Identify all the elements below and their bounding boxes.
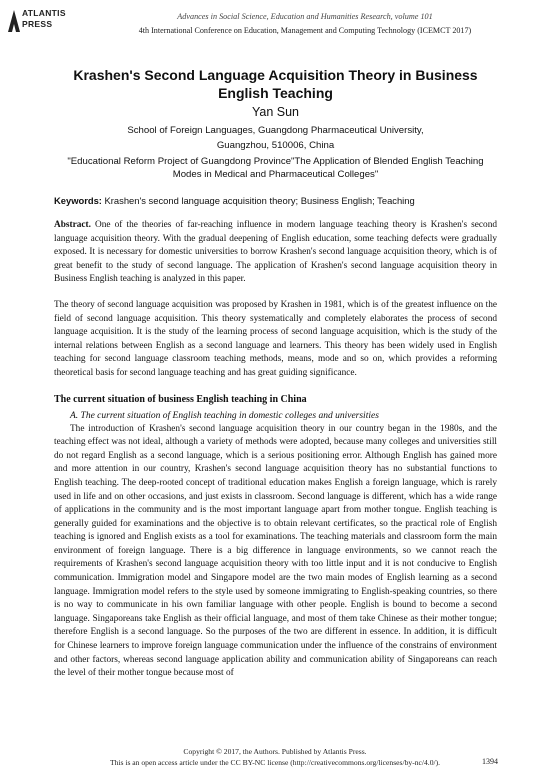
project-note: "Educational Reform Project of Guangdong Province"The Application of Blended English Teaching Modes in Medical and Pharmaceutical Colleges" xyxy=(67,156,484,180)
publisher-logo xyxy=(4,8,66,38)
introduction-paragraph: The theory of second language acquisition was proposed by Krashen in 1981, which is of the greatest influence on the field of second language acquisition. This theory systematically and completely elaborates the process of second language acquisition. It is the study of the learning process of second language acquisition, which is the study of the internal relations between English as a second language and learners. This theory has been widely used in English teaching for second language classroom teaching methods, means, mode and so on, which provides a reforming theoretical basis for second language teaching and has great guiding significance. xyxy=(54,299,497,378)
affiliation-line-1: School of Foreign Languages, Guangdong Pharmaceutical University, xyxy=(127,125,424,136)
paper-body xyxy=(54,66,497,681)
body-paragraph: The introduction of Krashen's second language acquisition theory in our country began in the 1980s, and the teaching effect was not ideal, although a variety of methods were adopted, because many colleges and universities still do not regard English as a second language, which is a serious positioning error. Although English has gained more and more attention in our country, Krashen's second language acquisition theory has no substantial functions to English teaching. The deep-rooted concept of traditional education makes English a foreign language, which is rarely used in life and on other occasions, and just exists in classroom. Second language is different, which has a wide range of applications in the community and is the most important language apart from mother tongue. English teaching is generally guided for examinations and the objective is to obtain relevant certificates, so the practical role of English teaching is ignored and English exists as a tool for examinations. The teaching materials and classroom form the main environment of foreign language. There is a big difference in language environments, so we cannot reach the requirements of Krashen's second language acquisition theory with too little input and it is not conducive to English communication. Immigration model and Singapore model are the two main modes of English learning as a second language. Immigration model refers to the style used by someone immigrating to English-speaking countries, so there is no way to communicate in his own familiar language with other people. English is bound to become a second language. Singaporeans take English as their official language, and most of them take Chinese as their mother tongue; therefore English is a second language. So the purposes of the two are different in essence. In addition, it is difficult for Chinese learners to improve foreign language communication under the influence of the constrains of environment and other factors, whereas second language application ability and communication ability of Singaporeans can reach the level of their mother tongue because most of xyxy=(54,423,497,679)
running-head: Advances in Social Science, Education and Humanities Research, volume 101 xyxy=(177,12,433,21)
subsection-heading: A. The current situation of English teaching in domestic colleges and universities xyxy=(70,410,379,421)
author-name: Yan Sun xyxy=(251,105,300,119)
keywords-text: Krashen's second language acquisition theory; Business English; Teaching xyxy=(104,195,415,206)
page-number: 1394 xyxy=(482,757,498,766)
abstract-label: Abstract. xyxy=(54,220,91,230)
footer xyxy=(0,746,550,768)
abstract xyxy=(54,219,497,287)
license-line: This is an open access article under the CC BY-NC license (http://creativecommons.org/licenses/by-nc/4.0/). xyxy=(109,758,441,767)
publisher-name-line2: PRESS xyxy=(22,19,53,29)
keywords-label: Keywords: xyxy=(54,195,102,206)
abstract-text: One of the theories of far-reaching influence in modern language teaching theory is Krashen's second language acquisition theory. With the gradual deepening of English education, some teaching defects were gradually exposed. It is necessary for domestic universities to borrow Krashen's second language acquisition theory, which is of great benefit to the study of second language. The application of Krashen's second language acquisition theory in Business English teaching is analyzed in this paper. xyxy=(54,220,497,285)
keywords xyxy=(54,194,497,207)
atlantis-logo-icon xyxy=(8,10,20,32)
copyright-line: Copyright © 2017, the Authors. Published by Atlantis Press. xyxy=(183,747,367,756)
conference-line: 4th International Conference on Education, Management and Computing Technology (ICEMCT 2017) xyxy=(138,26,472,35)
section-heading: The current situation of business English teaching in China xyxy=(54,393,307,405)
paper-title: Krashen's Second Language Acquisition Theory in Business English Teaching xyxy=(73,67,478,101)
affiliation-line-2: Guangzhou, 510006, China xyxy=(216,140,335,151)
publisher-name-line1: ATLANTIS xyxy=(22,8,66,18)
